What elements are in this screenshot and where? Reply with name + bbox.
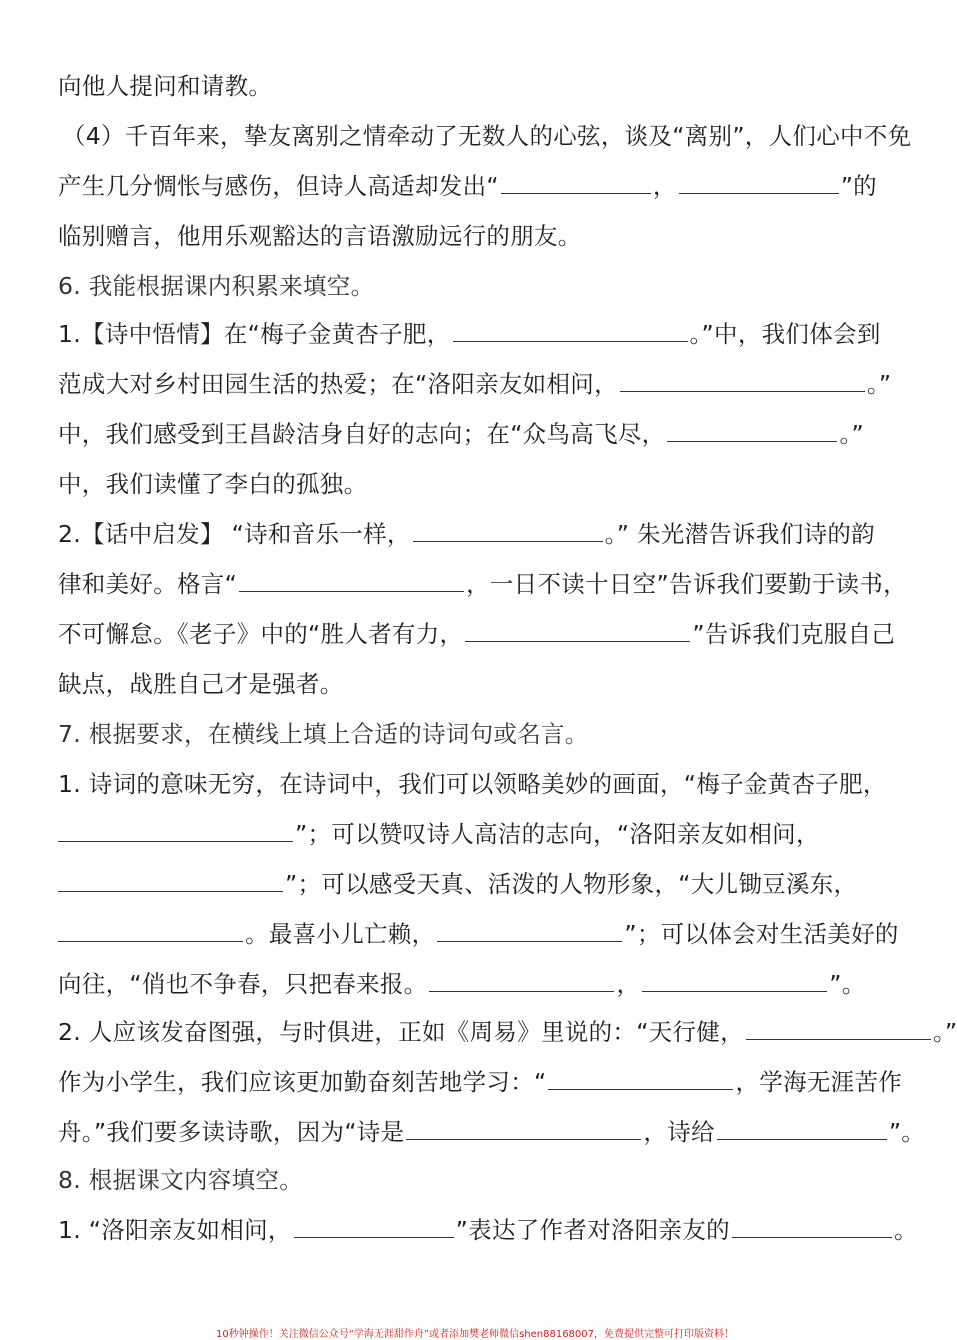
text-line: 不可懈怠。《老子》中的“胜人者有力， ”告诉我们克服自己 — [58, 620, 896, 648]
footer-notice: 10秒钟操作！关注微信公众号“学海无涯甜作舟”或者添加樊老师微信shen88168007，免费提供完整可打印版资料！ — [215, 1329, 735, 1340]
text-line: ”；可以赞叹诗人高洁的志向，“洛阳亲友如相问， — [58, 818, 820, 850]
section-heading: 7. 根据要求，在横线上填上合适的诗词句或名言。 — [58, 720, 589, 748]
text-line: 中，我们读懂了李白的孤独。 — [58, 470, 368, 498]
answer-blank[interactable] — [239, 569, 464, 592]
text-line: 律和美好。格言“ ，一日不读十日空”告诉我们要勤于读书， — [58, 570, 907, 598]
answer-blank[interactable] — [453, 319, 688, 342]
text-line: 临别赠言，他用乐观豁达的言语激励远行的朋友。 — [58, 222, 582, 250]
text-line: 向往，“俏也不争春，只把春来报。 ， ”。 — [58, 970, 866, 998]
text-line: 1. 诗词的意味无穷，在诗词中，我们可以领略美妙的画面，“梅子金黄杏子肥， — [58, 770, 887, 798]
answer-blank[interactable] — [667, 419, 837, 442]
text-line: ”；可以感受天真、活泼的人物形象，“大儿锄豆溪东， — [58, 868, 857, 900]
answer-blank[interactable] — [679, 171, 839, 194]
answer-blank[interactable] — [413, 519, 603, 542]
text-line: 。最喜小儿亡赖， ”；可以体会对生活美好的 — [58, 918, 899, 950]
text-line: 2.【话中启发】 “诗和音乐一样， 。” 朱光潜告诉我们诗的韵 — [58, 520, 875, 548]
section-heading: 8. 根据课文内容填空。 — [58, 1166, 303, 1194]
answer-blank[interactable] — [437, 919, 622, 942]
answer-blank[interactable] — [406, 1117, 641, 1140]
answer-blank[interactable] — [717, 1117, 887, 1140]
text-line: 1. “洛阳亲友如相问， ”表达了作者对洛阳亲友的 。 — [58, 1216, 918, 1244]
answer-blank[interactable] — [548, 1067, 733, 1090]
text-line: 缺点，战胜自己才是强者。 — [58, 670, 344, 698]
text-line: 舟。”我们要多读诗歌，因为“诗是 ，诗给 ”。 — [58, 1118, 926, 1146]
answer-blank[interactable] — [465, 619, 690, 642]
answer-blank[interactable] — [620, 369, 865, 392]
answer-blank[interactable] — [501, 171, 651, 194]
text-line: 1.【诗中悟情】在“梅子金黄杏子肥， 。”中，我们体会到 — [58, 320, 881, 348]
text-line: 作为小学生，我们应该更加勤奋刻苦地学习：“ ，学海无涯苦作 — [58, 1068, 903, 1096]
answer-blank[interactable] — [58, 869, 283, 892]
answer-blank[interactable] — [58, 919, 243, 942]
text-line: 2. 人应该发奋图强，与时俱进，正如《周易》里说的：“天行健， 。” — [58, 1018, 957, 1046]
text-line: 范成大对乡村田园生活的热爱；在“洛阳亲友如相问， 。” — [58, 370, 892, 398]
answer-blank[interactable] — [732, 1215, 892, 1238]
answer-blank[interactable] — [58, 819, 293, 842]
answer-blank[interactable] — [294, 1215, 454, 1238]
text-line: 向他人提问和请教。 — [58, 72, 273, 100]
answer-blank[interactable] — [746, 1017, 931, 1040]
text-line: 产生几分惆怅与感伤，但诗人高适却发出“ ， ”的 — [58, 172, 877, 200]
section-heading: 6. 我能根据课内积累来填空。 — [58, 272, 375, 300]
answer-blank[interactable] — [642, 969, 827, 992]
answer-blank[interactable] — [429, 969, 614, 992]
text-line: （4）千百年来，挚友离别之情牵动了无数人的心弦，谈及“离别”，人们心中不免 — [62, 122, 912, 150]
text-line: 中，我们感受到王昌龄洁身自好的志向；在“众鸟高飞尽， 。” — [58, 420, 865, 448]
